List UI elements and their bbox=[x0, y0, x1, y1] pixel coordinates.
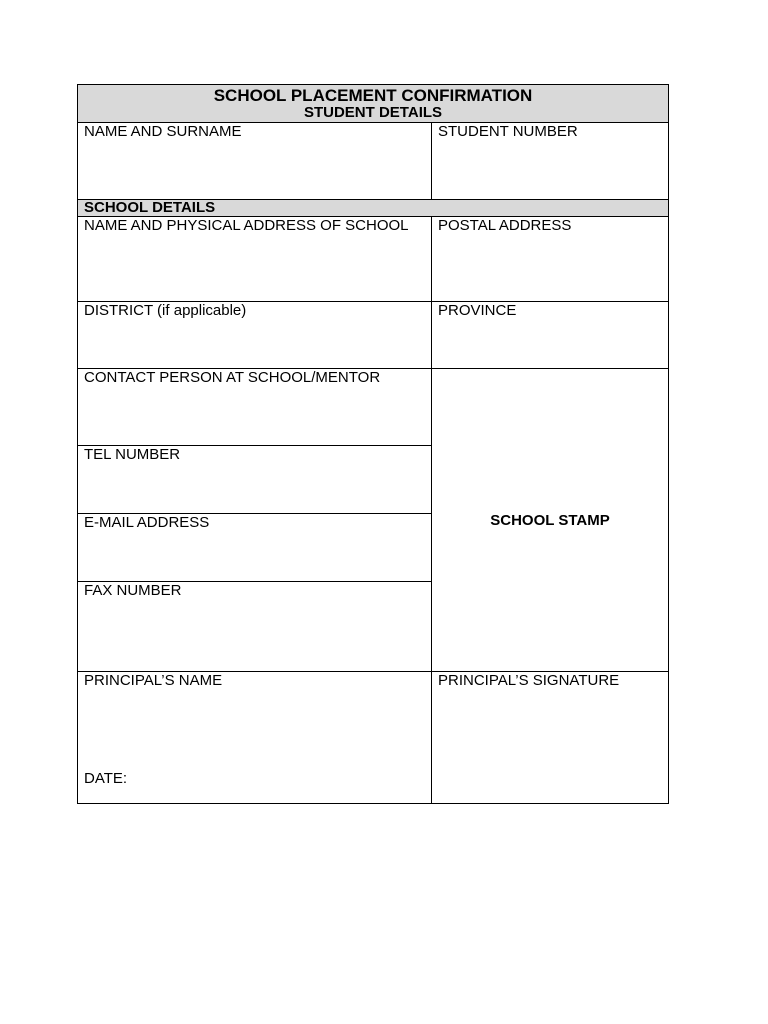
tel-number-field[interactable] bbox=[78, 445, 431, 513]
tel-number-label: TEL NUMBER bbox=[84, 446, 181, 463]
district-field[interactable] bbox=[78, 302, 432, 368]
student-number-field[interactable] bbox=[432, 123, 668, 199]
placement-form bbox=[77, 84, 669, 804]
school-stamp-label: SCHOOL STAMP bbox=[490, 511, 610, 529]
fax-number-field[interactable] bbox=[78, 581, 431, 671]
student-name-field[interactable] bbox=[78, 123, 432, 199]
principal-signature-field[interactable] bbox=[432, 672, 668, 803]
email-address-field[interactable] bbox=[78, 513, 431, 581]
province-field[interactable] bbox=[432, 302, 668, 368]
school-address-label: NAME AND PHYSICAL ADDRESS OF SCHOOL bbox=[84, 217, 409, 234]
contact-column bbox=[78, 369, 432, 671]
fax-number-label: FAX NUMBER bbox=[84, 582, 182, 599]
contact-person-label: CONTACT PERSON AT SCHOOL/MENTOR bbox=[84, 369, 381, 386]
contact-stamp-row bbox=[78, 368, 668, 671]
email-address-label: E-MAIL ADDRESS bbox=[84, 514, 210, 531]
district-row bbox=[78, 301, 668, 368]
postal-address-field[interactable] bbox=[432, 217, 668, 301]
form-title: SCHOOL PLACEMENT CONFIRMATION bbox=[213, 86, 533, 105]
school-section-row bbox=[78, 199, 668, 216]
postal-address-label: POSTAL ADDRESS bbox=[438, 217, 572, 234]
school-address-row bbox=[78, 216, 668, 301]
contact-person-field[interactable] bbox=[78, 369, 431, 445]
province-label: PROVINCE bbox=[438, 302, 517, 319]
principal-signature-label: PRINCIPAL’S SIGNATURE bbox=[438, 672, 620, 689]
school-address-field[interactable] bbox=[78, 217, 432, 301]
school-details-heading: SCHOOL DETAILS bbox=[78, 200, 668, 216]
principal-name-label: PRINCIPAL’S NAME bbox=[84, 672, 223, 689]
form-header bbox=[78, 85, 668, 122]
district-label: DISTRICT (if applicable) bbox=[84, 302, 247, 319]
principal-name-field[interactable] bbox=[78, 672, 432, 803]
student-name-label: NAME AND SURNAME bbox=[84, 123, 242, 140]
student-row bbox=[78, 122, 668, 199]
school-stamp-area[interactable] bbox=[432, 369, 668, 671]
student-details-heading: STUDENT DETAILS bbox=[303, 104, 443, 121]
student-number-label: STUDENT NUMBER bbox=[438, 123, 578, 140]
principal-row bbox=[78, 671, 668, 803]
date-label: DATE: bbox=[84, 770, 128, 787]
